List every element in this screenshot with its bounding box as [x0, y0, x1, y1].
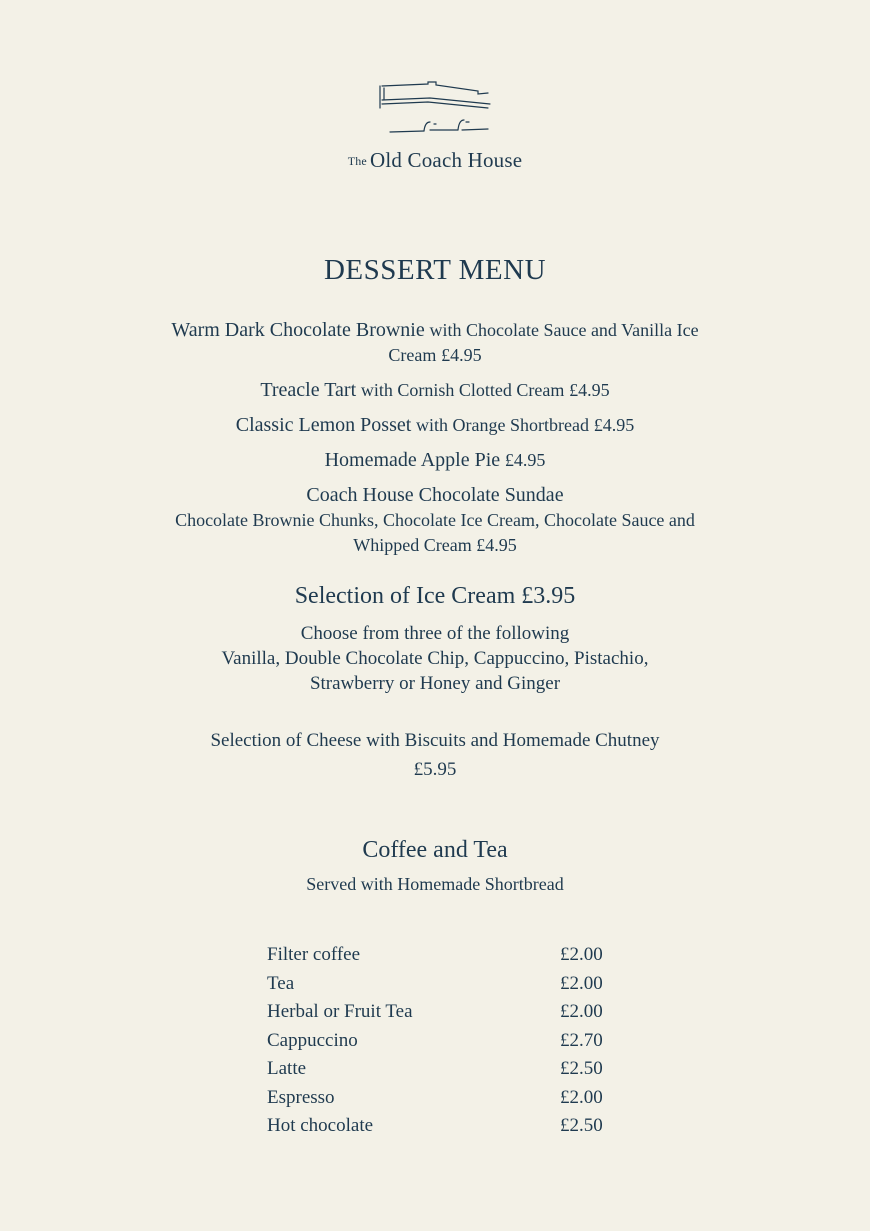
dessert-name: Treacle Tart [260, 379, 357, 401]
dessert-name: Coach House Chocolate Sundae [306, 484, 564, 506]
drink-name: Cappuccino [267, 1029, 358, 1051]
drink-name: Hot chocolate [267, 1115, 374, 1136]
logo-wordmark [0, 148, 870, 173]
dessert-price: £4.95 [593, 415, 635, 435]
logo-the: The [347, 154, 367, 168]
dessert-name: Homemade Apple Pie [324, 449, 501, 471]
dessert-price: £4.95 [504, 450, 546, 470]
dessert-item [0, 413, 870, 438]
dessert-description-with-price [165, 508, 705, 558]
drink-row [267, 973, 627, 1002]
drink-name: Tea [267, 972, 295, 994]
drink-name: Filter coffee [267, 944, 361, 965]
drink-name: Latte [267, 1058, 307, 1079]
dessert-description: with Orange Shortbread [416, 415, 589, 435]
dessert-description: Chocolate Brownie Chunks, Chocolate Ice Cream, Chocolate Sauce and Whipped Cream [175, 510, 695, 555]
dessert-description: with Chocolate Sauce and Vanilla Ice Cream [388, 320, 699, 365]
dessert-price: £4.95 [569, 380, 610, 400]
coffee-heading: Coffee and Tea [362, 837, 508, 863]
drink-price: £2.50 [560, 1115, 603, 1136]
dessert-item [0, 448, 870, 473]
dessert-description: with Cornish Clotted Cream [360, 380, 565, 400]
dessert-item [0, 378, 870, 403]
dessert-item [0, 483, 870, 558]
logo [0, 78, 870, 173]
drink-row [267, 944, 627, 973]
coach-house-logo-icon [370, 78, 500, 140]
ice-cream-line: Strawberry or Honey and Ginger [309, 673, 561, 694]
drink-price: £2.00 [560, 944, 603, 965]
drink-row [267, 1058, 627, 1087]
cheese-selection [0, 726, 870, 784]
dessert-list [0, 318, 870, 568]
drink-price: £2.00 [560, 1086, 603, 1108]
drinks-list [267, 944, 627, 1144]
dessert-price: £4.95 [441, 345, 482, 365]
drink-price: £2.70 [560, 1029, 603, 1051]
dessert-name: Classic Lemon Posset [235, 414, 412, 436]
cheese-text: Selection of Cheese with Biscuits and Homemade Chutney [210, 730, 660, 751]
dessert-name: Warm Dark Chocolate Brownie [171, 319, 425, 341]
cheese-price: £5.95 [413, 759, 457, 780]
drink-name: Espresso [267, 1086, 335, 1108]
drink-row [267, 1030, 627, 1059]
page-title: DESSERT MENU [323, 254, 547, 286]
drink-row [267, 1001, 627, 1030]
dessert-price: £4.95 [476, 535, 517, 555]
drink-price: £2.00 [560, 1001, 603, 1022]
ice-cream-line: Choose from three of the following [300, 623, 570, 644]
dessert-item [165, 318, 705, 368]
drink-name: Herbal or Fruit Tea [267, 1001, 413, 1022]
ice-cream-heading: Selection of Ice Cream £3.95 [294, 583, 576, 609]
drink-price: £2.00 [560, 972, 603, 994]
drink-row [267, 1115, 627, 1144]
logo-name: Old Coach House [369, 148, 523, 172]
coffee-subtitle: Served with Homemade Shortbread [306, 874, 564, 894]
ice-cream-line: Vanilla, Double Chocolate Chip, Cappuccino, Pistachio, [221, 648, 649, 669]
ice-cream-description [0, 621, 870, 696]
drink-row [267, 1087, 627, 1116]
drink-price: £2.50 [560, 1058, 603, 1079]
